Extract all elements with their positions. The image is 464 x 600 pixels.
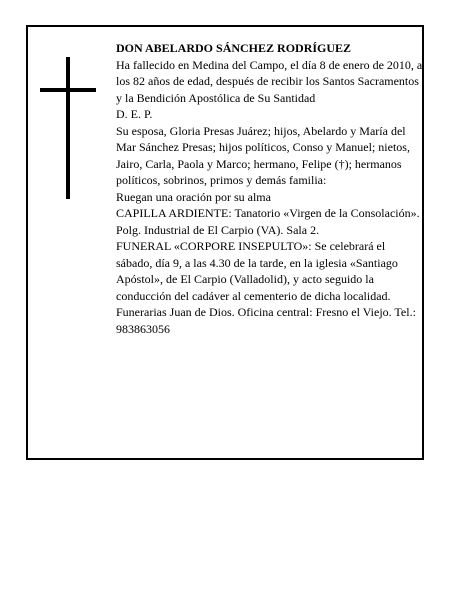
rip-line: D. E. P. xyxy=(116,107,153,121)
chapel-info: CAPILLA ARDIENTE: Tanatorio «Virgen de la Consolación». Polg. Industrial de El Carpio (VA). Sala 2. xyxy=(116,206,420,237)
cross-vertical-bar xyxy=(66,57,70,199)
funeral-home-info: Funerarias Juan de Dios. Oficina central: Fresno el Viejo. Tel.: 983863056 xyxy=(116,305,416,336)
cross-icon xyxy=(40,57,96,199)
death-info: Ha fallecido en Medina del Campo, el día 8 de enero de 2010, a los 82 años de edad, después de recibir los Santos Sacramentos y la Bendición Apostólica de Su Santidad xyxy=(116,57,423,105)
notice-text xyxy=(116,40,424,337)
deceased-name: DON ABELARDO SÁNCHEZ RODRÍGUEZ xyxy=(116,41,352,55)
prayer-request: Ruegan una oración por su alma xyxy=(116,189,271,204)
family-list: Su esposa, Gloria Presas Juárez; hijos, Abelardo y María del Mar Sánchez Presas; hijos políticos, Conso y Manuel; nietos, Jairo, Carla, Paola y Marco; hermano, Felipe (†); hermanos políticos, sobrinos, primos y demás familia: xyxy=(116,123,410,187)
cross-horizontal-bar xyxy=(40,88,96,92)
funeral-info: FUNERAL «CORPORE INSEPULTO»: Se celebrará el sábado, día 9, a las 4.30 de la tarde, en la iglesia «Santiago Apóstol», de El Carpio (Valladolid), y acto seguido la conducción del cadáver al cementerio de dicha localidad. xyxy=(116,239,398,303)
obituary-notice xyxy=(26,25,424,460)
